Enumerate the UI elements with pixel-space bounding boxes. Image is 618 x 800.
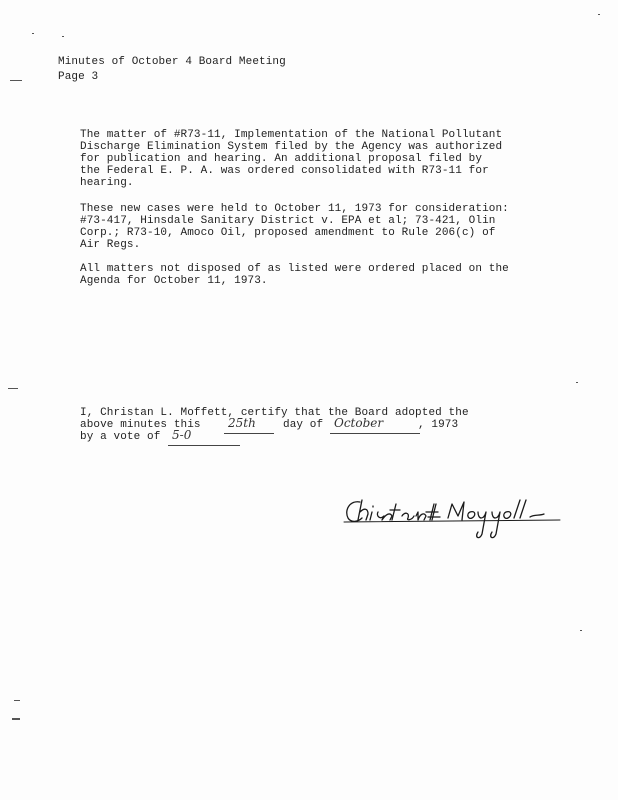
header-page-number: Page 3 [58,71,99,83]
paragraph-line: the Federal E. P. A. was ordered consolidated with R73-11 for [80,165,489,177]
paragraph-line: Corp.; R73-10, Amoco Oil, proposed amendment to Rule 206(c) of [80,227,496,239]
scan-speck [14,700,20,701]
scan-speck [598,14,600,15]
paragraph-line: All matters not disposed of as listed were ordered placed on the [80,263,509,275]
scan-speck [8,388,18,389]
scan-speck [32,33,34,34]
certification-prefix: above minutes this [80,419,201,431]
paragraph-line: Air Regs. [80,239,141,251]
month-blank-line [330,433,420,434]
paragraph-line: #73-417, Hinsdale Sanitary District v. EPA et al; 73-421, Olin [80,215,496,227]
certification-line: I, Christan L. Moffett, certify that the Board adopted the [80,407,469,419]
paragraph-line: hearing. [80,177,134,189]
vote-blank-line [168,445,240,446]
paragraph-line: for publication and hearing. An additional proposal filed by [80,153,483,165]
handwritten-month: October [334,416,384,430]
certification-vote-prefix: by a vote of [80,431,161,443]
scan-speck [576,382,578,383]
paragraph-line: Agenda for October 11, 1973. [80,275,268,287]
header-title: Minutes of October 4 Board Meeting [58,56,286,68]
paragraph-line: Discharge Elimination System filed by the Agency was authorized [80,141,503,153]
scan-speck [62,36,64,37]
scan-speck [580,630,582,631]
scan-speck [12,718,20,720]
certification-day-of: day of [283,419,324,431]
handwritten-signature [338,490,568,550]
handwritten-vote: 5-0 [172,428,192,442]
paragraph-line: These new cases were held to October 11, 1973 for consideration: [80,203,509,215]
paragraph-line: The matter of #R73-11, Implementation of the National Pollutant [80,129,503,141]
handwritten-day: 25th [228,416,256,430]
certification-year: , 1973 [418,419,459,431]
scan-speck [10,80,22,81]
day-blank-line [224,433,274,434]
